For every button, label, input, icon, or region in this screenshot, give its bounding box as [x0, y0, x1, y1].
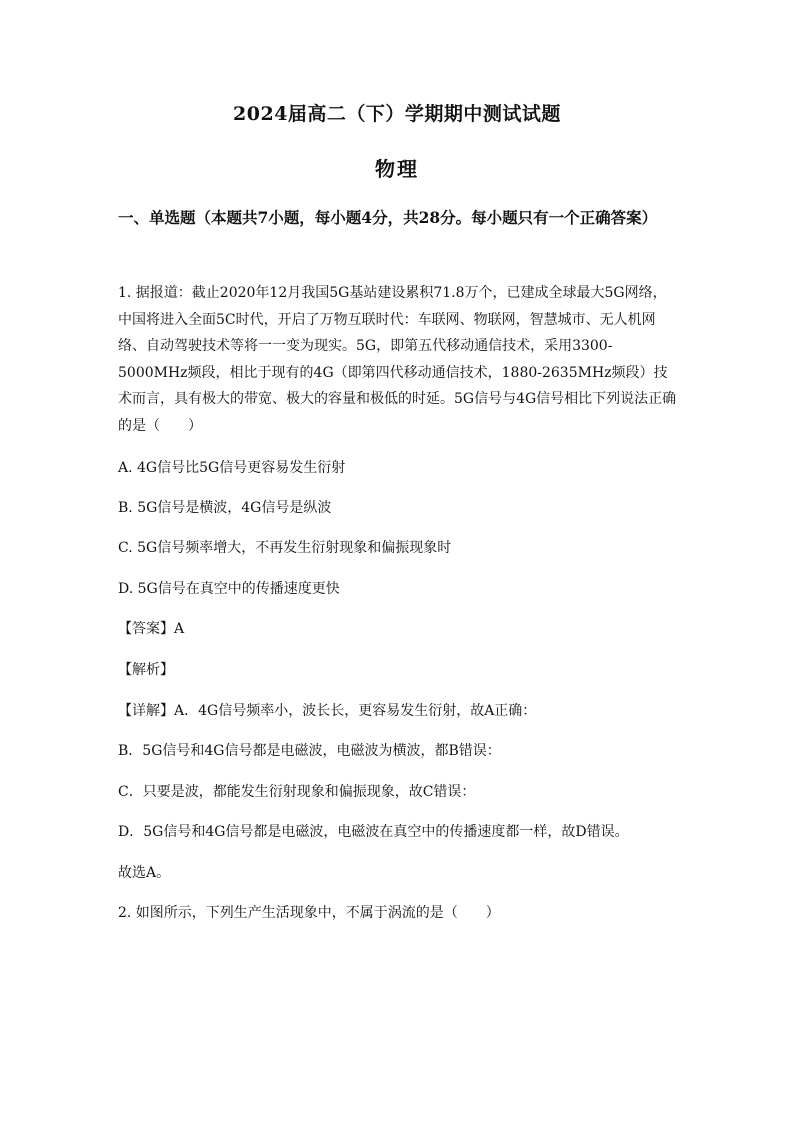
question-1-detail-c: C．只要是波，都能发生衍射现象和偏振现象，故C错误：: [118, 784, 476, 800]
question-1-stem: 1. 据报道：截止2020年12月我国5G基站建设累积71.8万个，已建成全球最大5G网络，中国将进入全面5C时代，开启了万物互联时代：车联网、物联网，智慧城市、无人机网络、自动驾驶技术等将一一变为现实。5G，即第五代移动通信技术，采用3300-5000MHz频段，相比于现有的4G（即第四代移动通信技术，1880-2635MHz频段）技术而言，具有极大的带宽、极大的容量和极低的时延。5G信号与4G信号相比下列说法正确的是（ ）: [118, 285, 677, 434]
question-1-option-c: C. 5G信号频率增大，不再发生衍射现象和偏振现象时: [118, 540, 452, 556]
question-1-option-d: D. 5G信号在真空中的传播速度更快: [118, 581, 340, 597]
question-1-detail-d: D．5G信号和4G信号都是电磁波，电磁波在真空中的传播速度都一样，故D错误。: [118, 824, 629, 840]
question-1-detail-a: 【详解】A．4G信号频率小，波长长，更容易发生衍射，故A正确：: [118, 703, 537, 719]
subject-title: 物理: [375, 157, 419, 181]
question-1-option-a: A. 4G信号比5G信号更容易发生衍射: [118, 460, 346, 476]
question-1-conclusion: 故选A。: [118, 865, 171, 881]
exam-title: 2024届高二（下）学期期中测试试题: [233, 103, 561, 125]
question-1-option-b: B. 5G信号是横波，4G信号是纵波: [118, 500, 332, 516]
question-1-answer: 【答案】A: [118, 621, 185, 637]
question-1-analysis-label: 【解析】: [118, 662, 174, 678]
section-heading: 一、单选题（本题共7小题，每小题4分，共28分。每小题只有一个正确答案）: [118, 208, 658, 227]
question-1-detail-b: B．5G信号和4G信号都是电磁波，电磁波为横波，都B错误：: [118, 743, 501, 759]
question-2-stem: 2. 如图所示，下列生产生活现象中，不属于涡流的是（ ）: [118, 905, 500, 921]
